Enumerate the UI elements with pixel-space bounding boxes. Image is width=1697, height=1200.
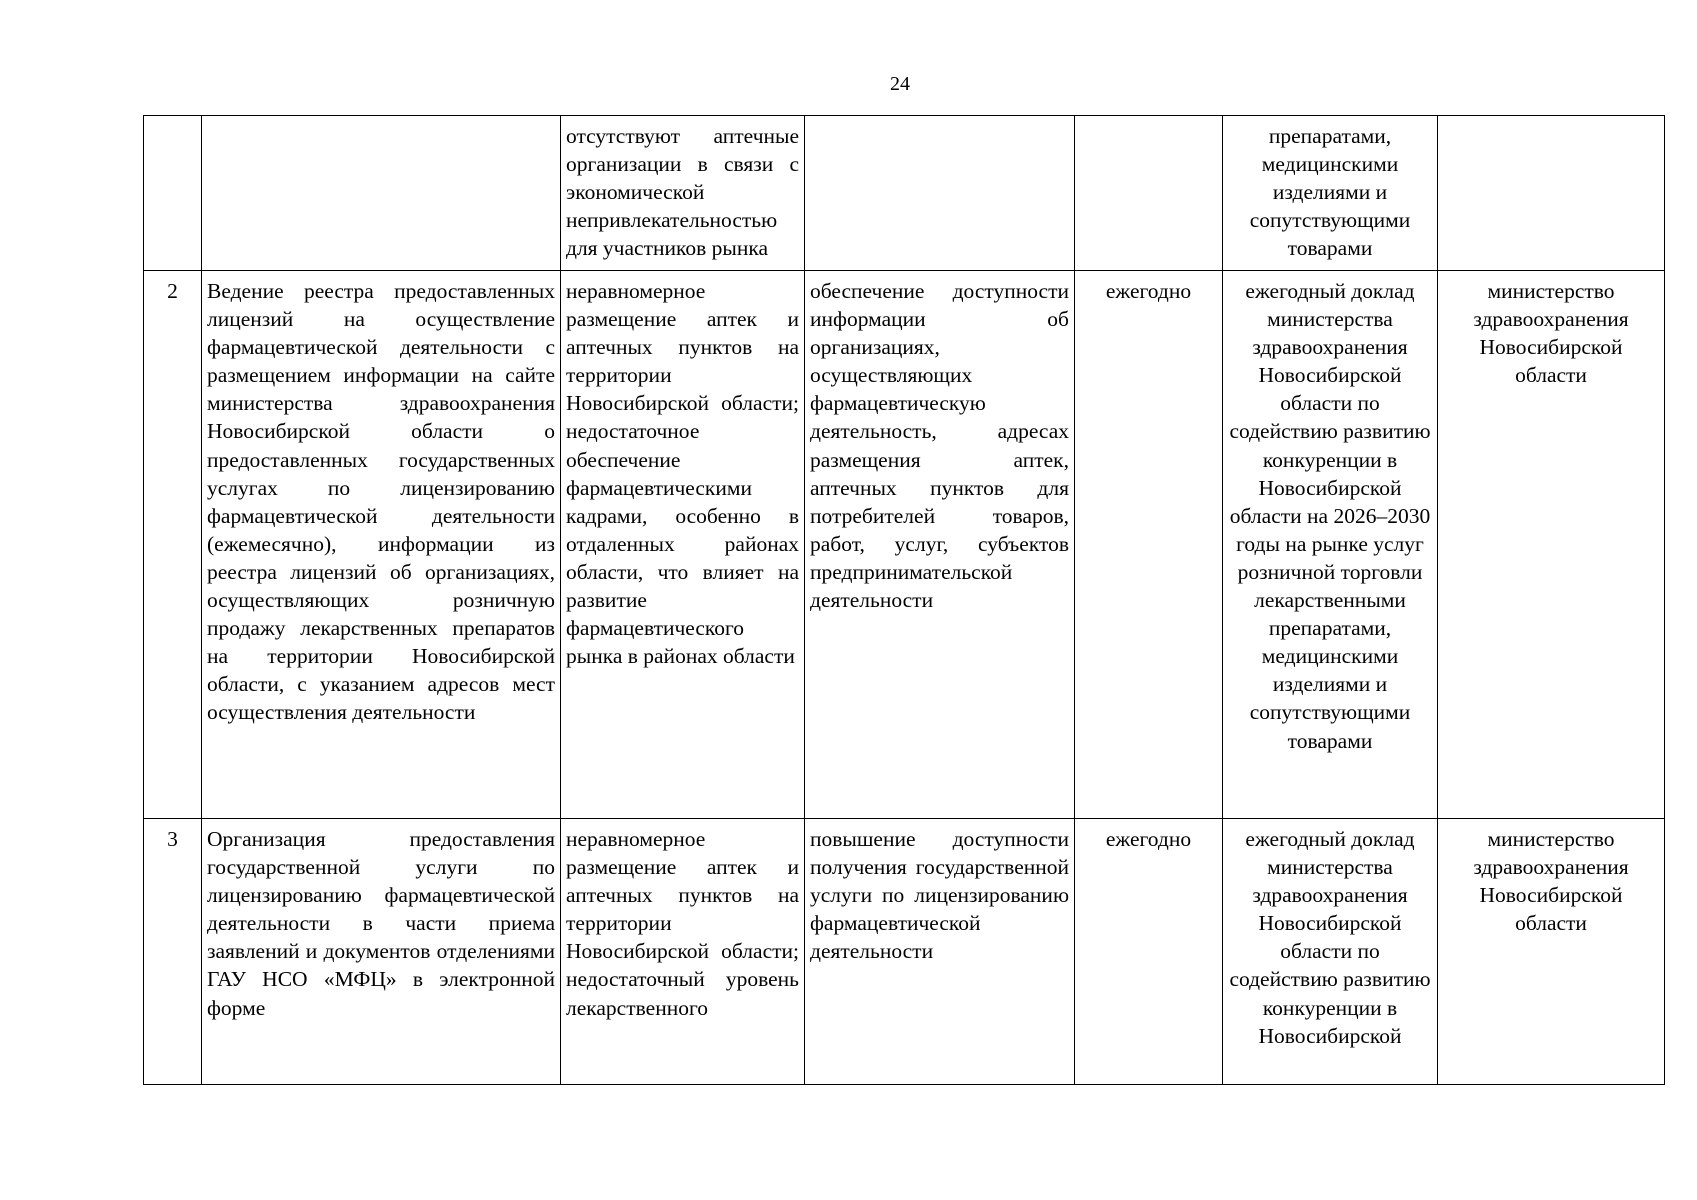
activity-text: Организация предоставления государственной услуги по лицензированию фармацевтической деятельности в части приема заявлений и документов отделениями ГАУ НСО «МФЦ» в электронной форме bbox=[207, 827, 555, 1020]
document-text: препаратами, медицинскими изделиями и сопутствующими товарами bbox=[1249, 124, 1411, 261]
activity-cell bbox=[202, 116, 561, 271]
executor-cell bbox=[1438, 271, 1665, 819]
executor-cell bbox=[1438, 819, 1665, 1085]
activity-text: Ведение реестра предоставленных лицензий на осуществление фармацевтической деятельности с размещением информации на сайте министерства здравоохранения Новосибирской области о предоставленных государственных услугах по лицензированию фармацевтической деятельности (ежемесячно), информации из реестра лицензий об организациях, осуществляющих розничную продажу лекарственных препаратов на территории Новосибирской области, с указанием адресов мест осуществления деятельности bbox=[207, 279, 555, 725]
row-number: 2 bbox=[167, 279, 178, 303]
table-row bbox=[144, 116, 1665, 271]
problem-cell bbox=[561, 819, 805, 1085]
deadline-cell bbox=[1075, 819, 1223, 1085]
problem-text: неравномерное размещение аптек и аптечных пунктов на территории Новосибирской области; недостаточное обеспечение фармацевтическими кадрами, особенно в отдаленных районах области, что влияет на развитие фармацевтического рынка в районах области bbox=[566, 279, 799, 669]
document-cell bbox=[1223, 116, 1438, 271]
document-text: ежегодный доклад министерства здравоохранения Новосибирской области по содействию развитию конкуренции в Новосибирской области на 2026–2030 годы на рынке услуг розничной торговли лекарственными препаратами, медицинскими изделиями и сопутствующими товарами bbox=[1229, 279, 1431, 753]
document-text: ежегодный доклад министерства здравоохранения Новосибирской области по содействию развитию конкуренции в Новосибирской bbox=[1229, 827, 1431, 1048]
table-row bbox=[144, 819, 1665, 1085]
result-text: повышение доступности получения государственной услуги по лицензированию фармацевтической деятельности bbox=[810, 827, 1069, 964]
deadline-text: ежегодно bbox=[1105, 279, 1192, 303]
problem-cell bbox=[561, 271, 805, 819]
executor-text: министерство здравоохранения Новосибирской области bbox=[1473, 279, 1629, 388]
document-cell bbox=[1223, 271, 1438, 819]
deadline-cell bbox=[1075, 116, 1223, 271]
executor-cell bbox=[1438, 116, 1665, 271]
row-number-cell bbox=[144, 819, 202, 1085]
result-cell bbox=[805, 271, 1075, 819]
table-row bbox=[144, 271, 1665, 819]
result-cell bbox=[805, 116, 1075, 271]
measures-table bbox=[143, 115, 1665, 1085]
problem-text: отсутствуют аптечные организации в связи с экономической непривлекательностью для участников рынка bbox=[566, 124, 799, 261]
deadline-cell bbox=[1075, 271, 1223, 819]
result-text: обеспечение доступности информации об организациях, осуществляющих фармацевтическую деятельность, адресах размещения аптек, аптечных пунктов для потребителей товаров, работ, услуг, субъектов предпринимательской деятельности bbox=[810, 279, 1069, 613]
problem-text: неравномерное размещение аптек и аптечных пунктов на территории Новосибирской области; недостаточный уровень лекарственного bbox=[566, 827, 799, 1020]
row-number: 3 bbox=[167, 827, 178, 851]
deadline-text: ежегодно bbox=[1105, 827, 1192, 851]
problem-cell bbox=[561, 116, 805, 271]
result-cell bbox=[805, 819, 1075, 1085]
page-number: 24 bbox=[890, 73, 910, 95]
row-number-cell bbox=[144, 116, 202, 271]
executor-text: министерство здравоохранения Новосибирской области bbox=[1473, 827, 1629, 936]
activity-cell bbox=[202, 271, 561, 819]
activity-cell bbox=[202, 819, 561, 1085]
document-cell bbox=[1223, 819, 1438, 1085]
row-number-cell bbox=[144, 271, 202, 819]
